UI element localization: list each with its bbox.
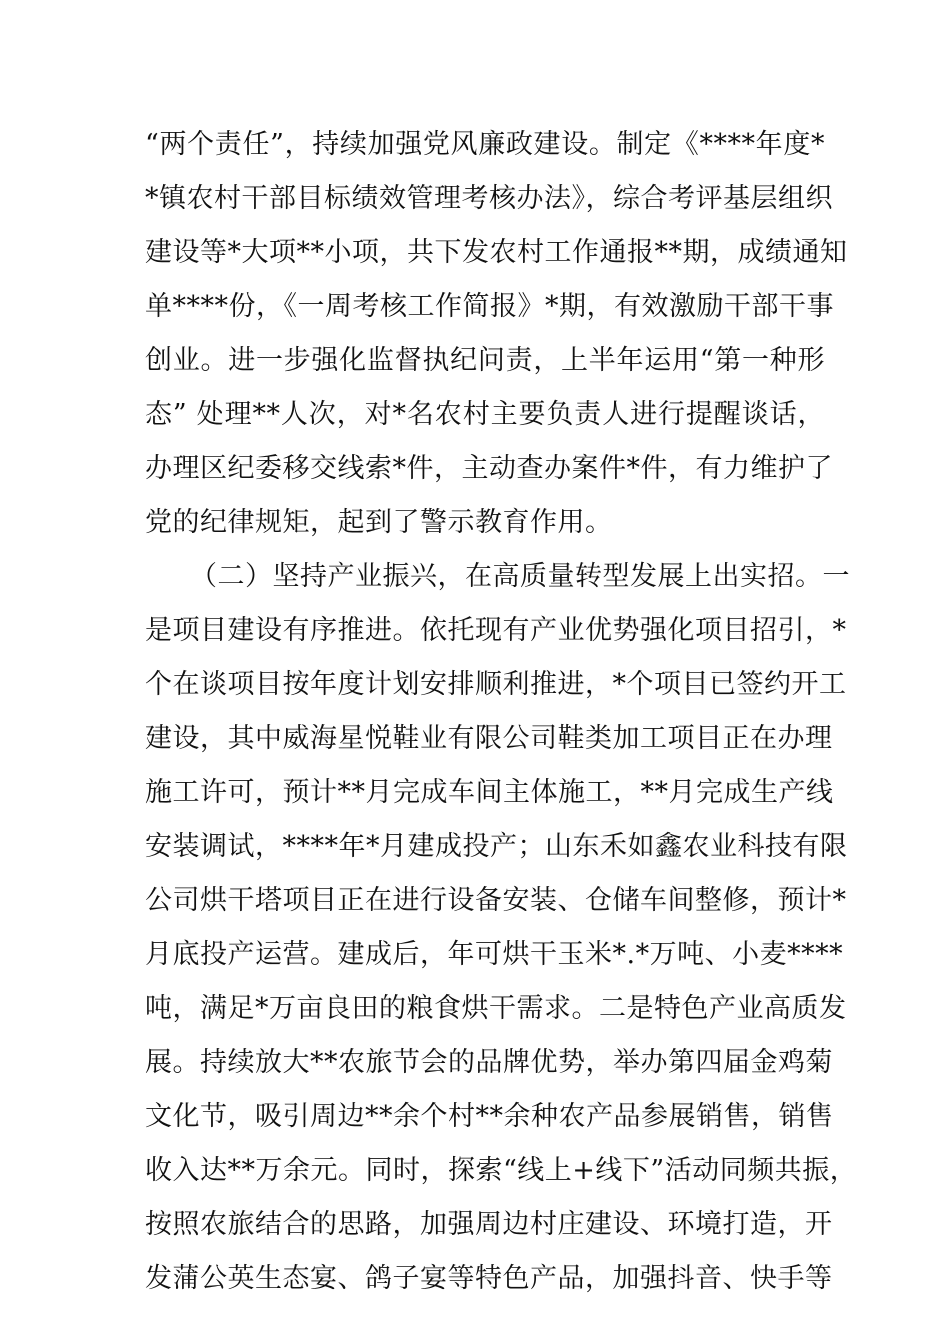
text-line: 月底投产运营。建成后，年可烘干玉米*.*万吨、小麦****	[145, 939, 844, 970]
text-line: 单****份，《一周考核工作简报》*期，有效激励干部干事	[145, 291, 834, 322]
text-line: *镇农村干部目标绩效管理考核办法》，综合考评基层组织	[145, 183, 833, 214]
text-line: 态” 处理**人次，对*名农村主要负责人进行提醒谈话，	[145, 399, 825, 430]
text-line: 办理区纪委移交线索*件，主动查办案件*件，有力维护了	[145, 453, 833, 484]
text-line: 按照农旅结合的思路，加强周边村庄建设、环境打造，开	[145, 1209, 833, 1240]
text-line: 公司烘干塔项目正在进行设备安装、仓储车间整修，预计*	[145, 885, 847, 916]
section-heading-line: （二）坚持产业振兴，在高质量转型发展上出实招。一	[190, 561, 850, 592]
text-line: 个在谈项目按年度计划安排顺利推进，*个项目已签约开工	[145, 669, 847, 700]
text-line: 吨，满足*万亩良田的粮食烘干需求。二是特色产业高质发	[145, 993, 847, 1024]
text-line: 安装调试，****年*月建成投产；山东禾如鑫农业科技有限	[145, 831, 848, 862]
text-line: 展。持续放大**农旅节会的品牌优势，举办第四届金鸡菊	[145, 1047, 833, 1078]
text-line: 建设等*大项**小项，共下发农村工作通报**期，成绩通知	[145, 237, 848, 268]
text-line: 建设，其中威海星悦鞋业有限公司鞋类加工项目正在办理	[145, 723, 833, 754]
text-line: 施工许可，预计**月完成车间主体施工，**月完成生产线	[145, 777, 834, 808]
text-line: 发蒲公英生态宴、鸽子宴等特色产品，加强抖音、快手等	[145, 1263, 833, 1294]
text-line: “两个责任”，持续加强党风廉政建设。制定《****年度*	[145, 129, 825, 160]
text-line: 收入达**万余元。同时，探索“线上+线下”活动同频共振，	[145, 1155, 858, 1186]
text-line: 文化节，吸引周边**余个村**余种农产品参展销售，销售	[145, 1101, 834, 1132]
text-line: 党的纪律规矩，起到了警示教育作用。	[145, 507, 613, 538]
text-line: 创业。进一步强化监督执纪问责，上半年运用“第一种形	[145, 345, 825, 376]
text-line: 是项目建设有序推进。依托现有产业优势强化项目招引，*	[145, 615, 847, 646]
